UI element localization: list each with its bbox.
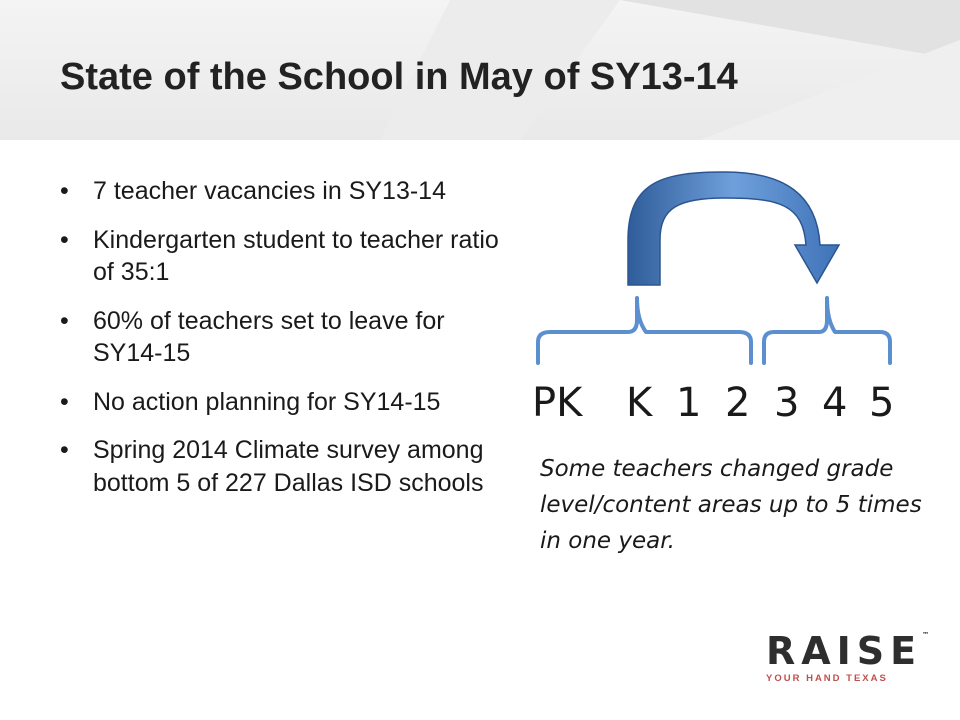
grade-label: 3 <box>774 380 800 426</box>
logo-tagline: YOUR HAND TEXAS <box>766 673 888 684</box>
bullet-text: 7 teacher vacancies in SY13-14 <box>93 177 446 205</box>
curved-arrow-icon <box>628 172 839 285</box>
bullet-dot: • <box>60 225 69 254</box>
logo-wordmark <box>766 629 930 673</box>
logo-trademark: ™ <box>922 631 930 639</box>
grade-label: 2 <box>725 380 751 426</box>
bullet-item <box>60 175 510 208</box>
grade-shift-diagram <box>520 160 920 380</box>
left-brace <box>538 298 751 363</box>
grade-label: 4 <box>822 380 848 426</box>
grade-label: K <box>626 380 653 426</box>
logo-word-text: RAISE <box>766 629 923 673</box>
bullet-item <box>60 224 510 289</box>
right-brace <box>764 298 890 363</box>
grade-label: 5 <box>869 380 895 426</box>
raise-logo <box>766 629 930 684</box>
bullet-text: No action planning for SY14-15 <box>93 387 441 416</box>
bullet-dot: • <box>60 436 69 464</box>
bullet-dot: • <box>60 306 69 335</box>
bullet-text: Spring 2014 Climate survey among bottom 5 of 227 Dallas ISD schools <box>93 436 484 497</box>
bullet-dot: • <box>60 387 69 416</box>
slide-title: State of the School in May of SY13-14 <box>60 56 738 98</box>
diagram-caption: Some teachers changed grade level/content areas up to 5 times in one year. <box>540 456 922 554</box>
bullet-item <box>60 305 510 370</box>
bullet-list <box>60 175 510 515</box>
grade-label: PK <box>532 380 583 426</box>
bullet-item <box>60 434 510 499</box>
bullet-text: 60% of teachers set to leave for SY14-15 <box>93 306 445 367</box>
bullet-text: Kindergarten student to teacher ratio of 35:1 <box>93 225 499 286</box>
grade-label: 1 <box>676 380 702 426</box>
bullet-item <box>60 386 510 419</box>
bullet-dot: • <box>60 177 69 205</box>
